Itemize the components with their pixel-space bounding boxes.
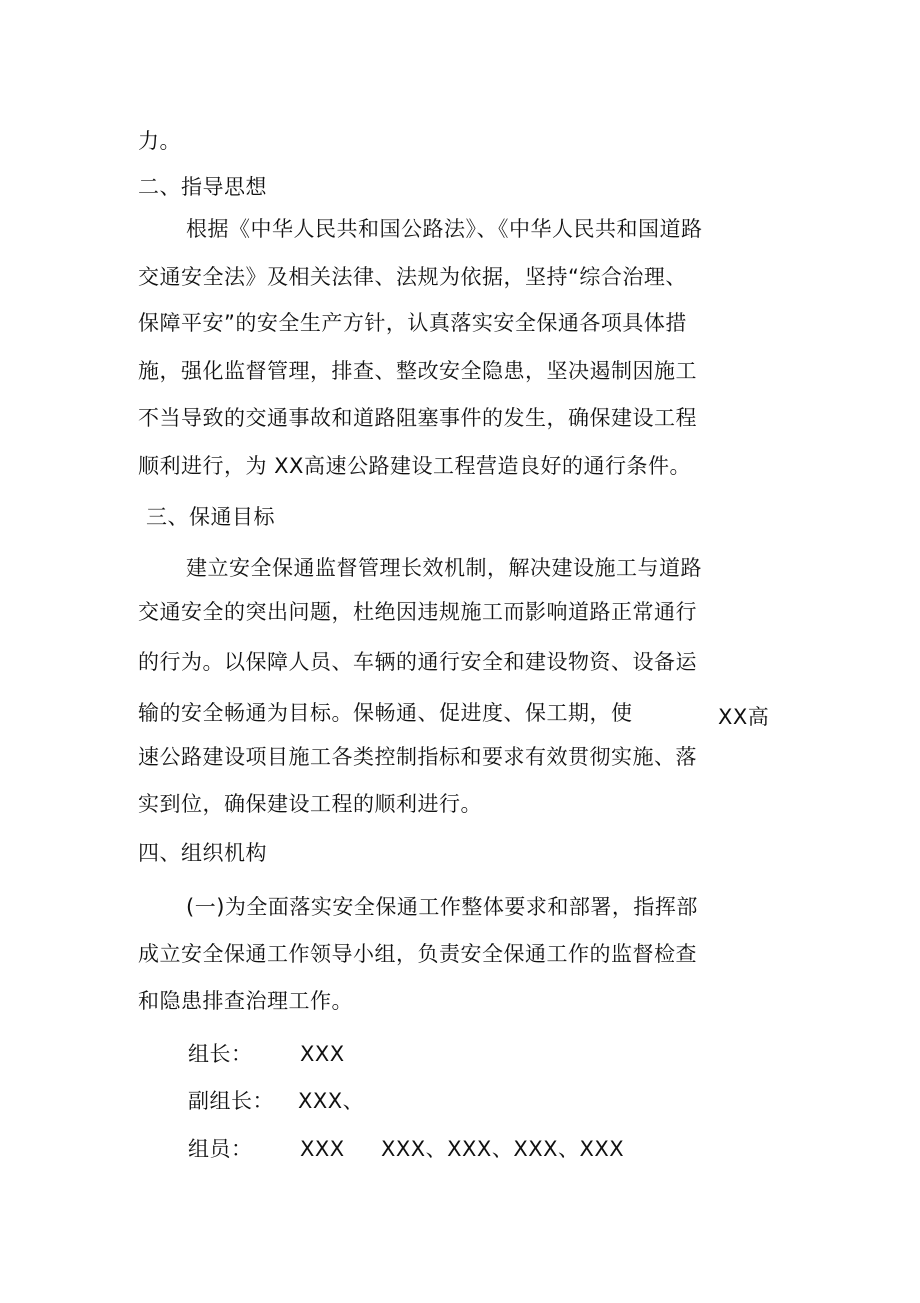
paragraph-line: 交通安全法》及相关法律、法规为依据，坚持“综合治理、: [138, 265, 687, 289]
team-leader-value: XXX: [300, 1042, 345, 1066]
paragraph-line-tail: XX高: [718, 705, 770, 729]
paragraph-line: 和隐患排查治理工作。: [138, 989, 353, 1013]
paragraph-line: 速公路建设项目施工各类控制指标和要求有效贯彻实施、落: [138, 745, 697, 769]
paragraph-line: 保障平安”的安全生产方针，认真落实安全保通各项具体措: [138, 311, 687, 335]
team-deputy-label: 副组长：: [188, 1089, 274, 1113]
section-heading-guiding-thought: 二、指导思想: [138, 175, 267, 199]
paragraph-line: 实到位，确保建设工程的顺利进行。: [138, 792, 482, 816]
team-deputy-value: XXX、: [298, 1089, 365, 1113]
team-leader-label: 组长：: [188, 1042, 253, 1066]
paragraph-line: (一)为全面落实安全保通工作整体要求和部署，指挥部: [186, 895, 698, 919]
paragraph-line: 建立安全保通监督管理长效机制，解决建设施工与道路: [186, 556, 702, 580]
intro-tail-text: 力。: [138, 129, 181, 153]
section-heading-traffic-goal: 三、保通目标: [146, 505, 275, 529]
team-members-label: 组员：: [188, 1137, 253, 1161]
paragraph-line: 施，强化监督管理，排查、整改安全隐患，坚决遏制因施工: [138, 359, 697, 383]
team-members-rest: XXX、XXX、XXX、XXX: [381, 1137, 625, 1161]
paragraph-line: 输的安全畅通为目标。保畅通、促进度、保工期，使: [138, 701, 633, 725]
paragraph-line: 的行为。以保障人员、车辆的通行安全和建设物资、设备运: [138, 650, 697, 674]
paragraph-line: 顺利进行，为 XX高速公路建设工程营造良好的通行条件。: [138, 454, 691, 478]
paragraph-line: 交通安全的突出问题，杜绝因违规施工而影响道路正常通行: [138, 600, 697, 624]
team-members-first: XXX: [300, 1137, 345, 1161]
paragraph-line: 成立安全保通工作领导小组，负责安全保通工作的监督检查: [138, 942, 697, 966]
section-heading-organization: 四、组织机构: [138, 841, 267, 865]
paragraph-line: 根据《中华人民共和国公路法》、《中华人民共和国道路: [186, 217, 703, 241]
paragraph-line: 不当导致的交通事故和道路阻塞事件的发生，确保建设工程: [138, 406, 697, 430]
